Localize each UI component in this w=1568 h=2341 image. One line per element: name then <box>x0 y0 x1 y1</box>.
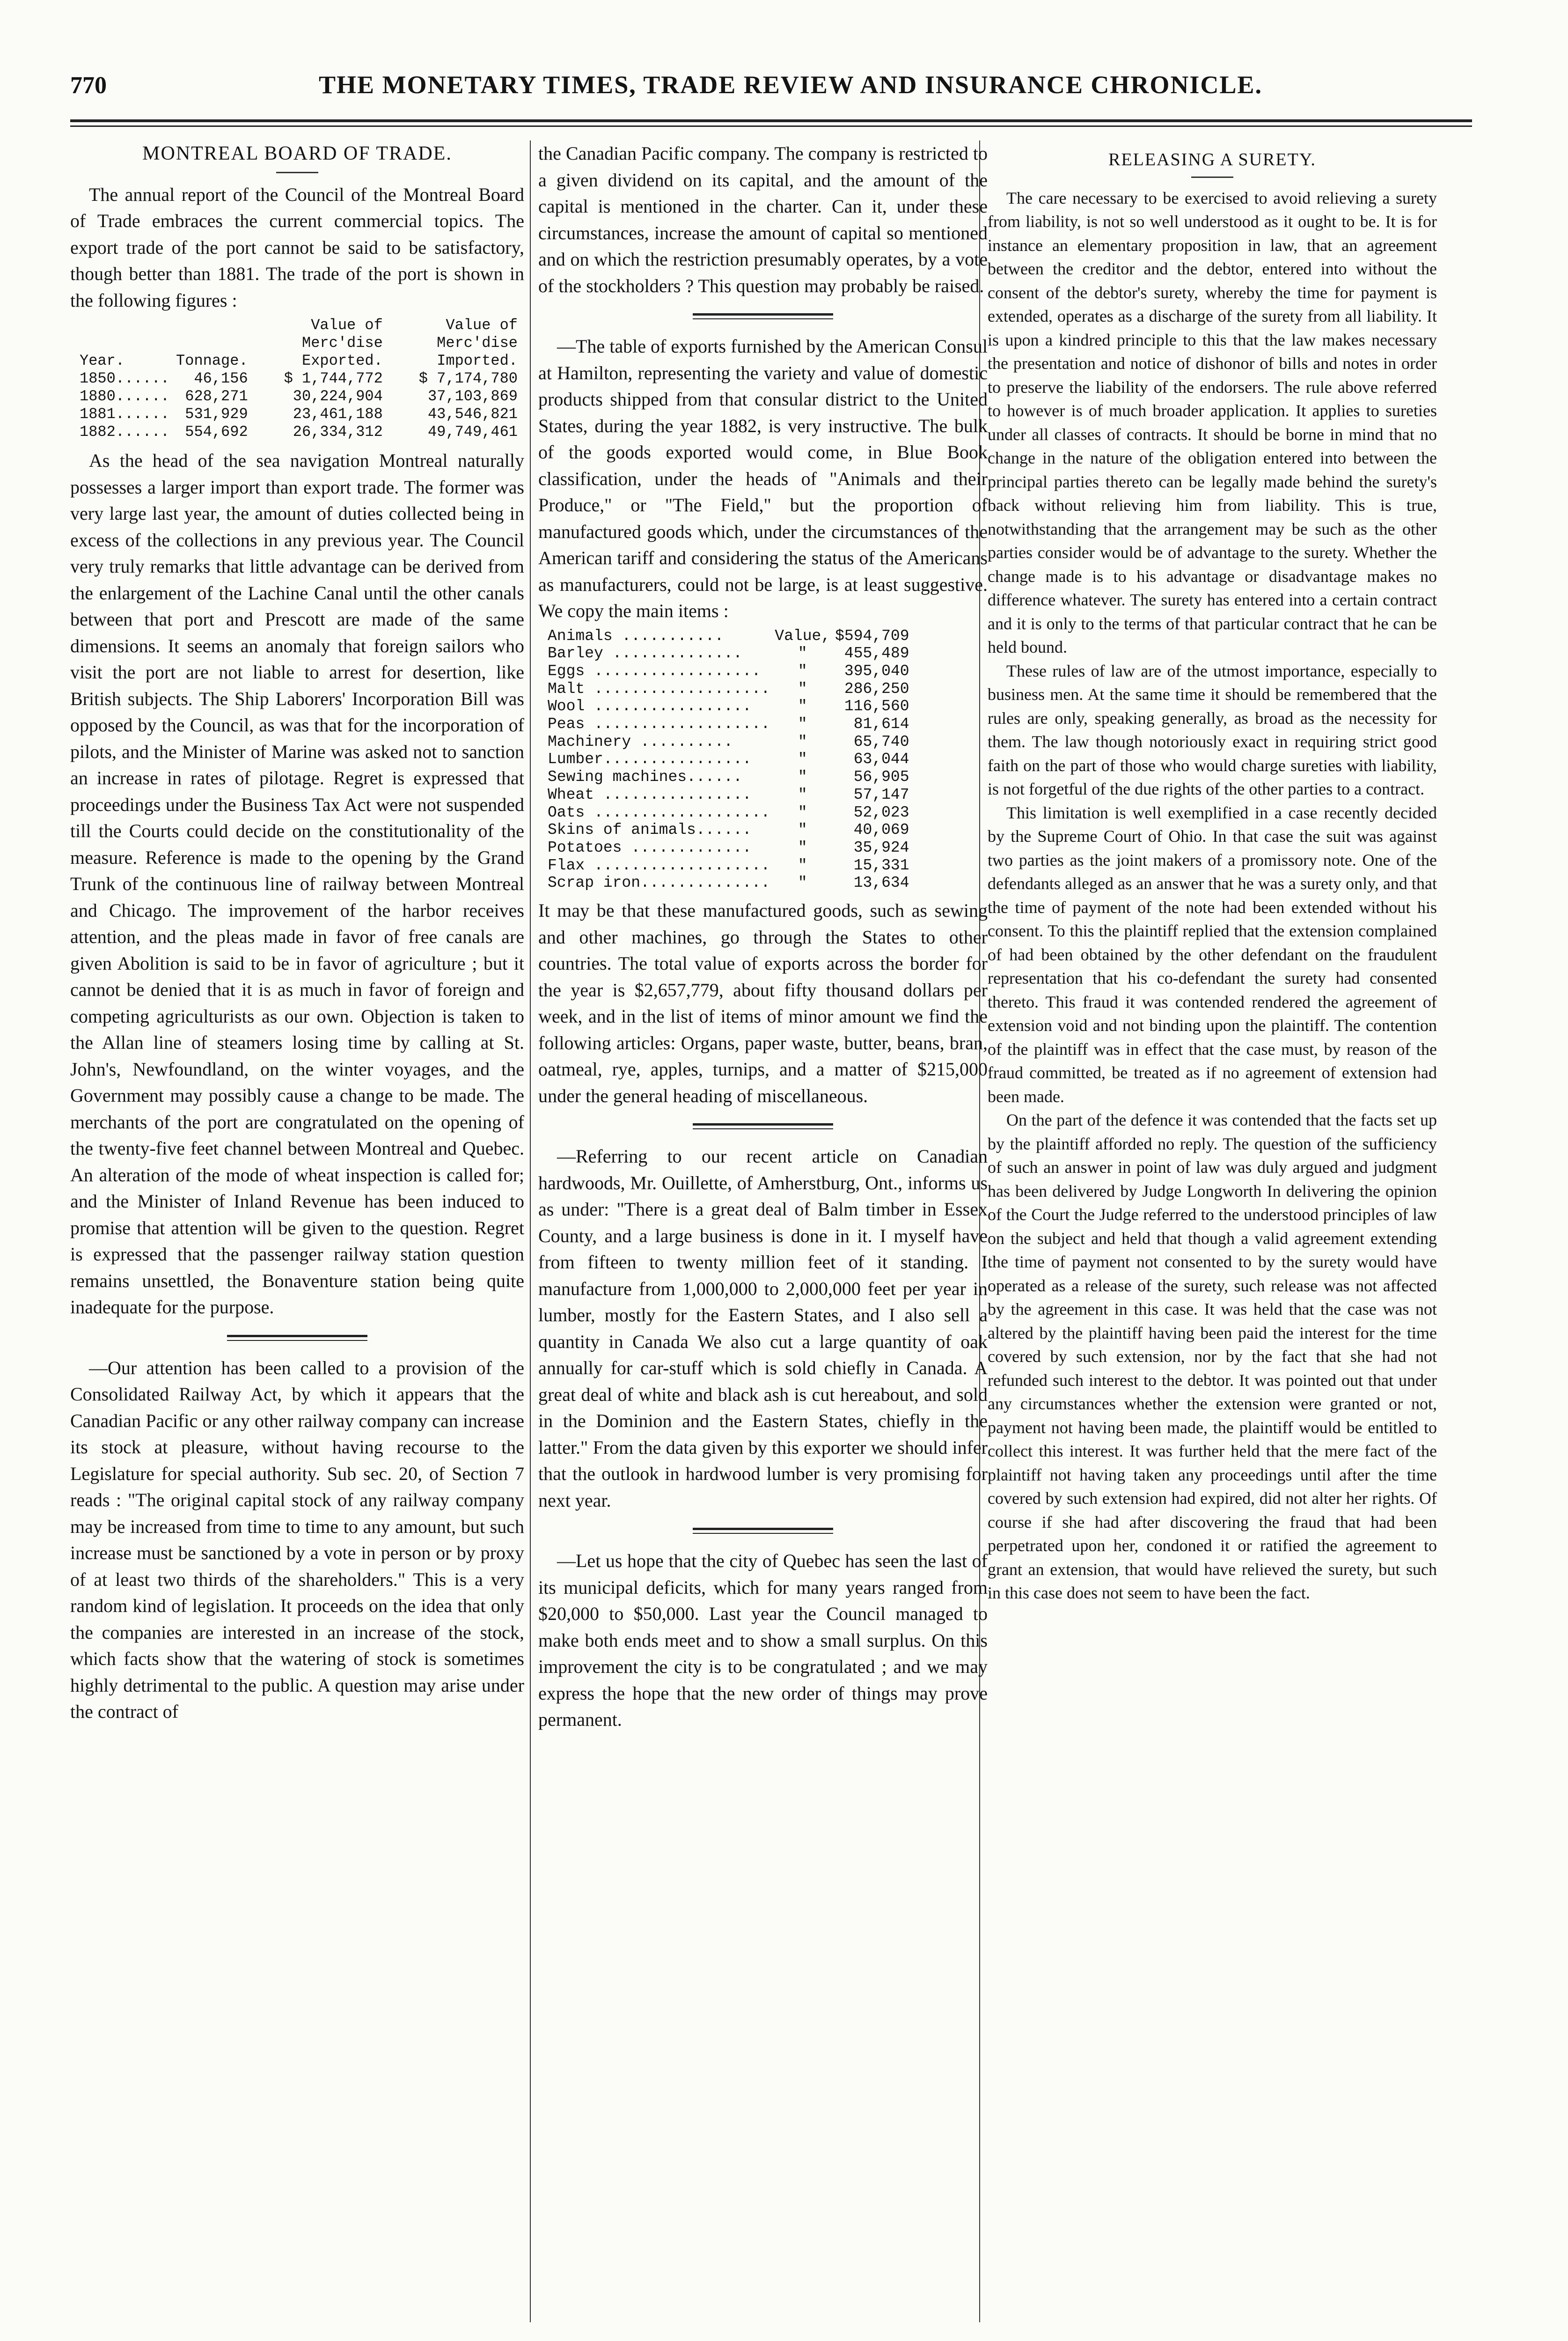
item-value: 116,560 <box>844 698 909 715</box>
item-name: Wool ................. <box>548 698 752 715</box>
item-ditto: " <box>798 821 807 839</box>
item-value: 63,044 <box>853 751 909 768</box>
item-name: Skins of animals...... <box>548 821 752 839</box>
item-value: 56,905 <box>853 768 909 786</box>
table-row <box>80 405 524 423</box>
table-row <box>80 388 524 405</box>
table-cell: 23,461,188 <box>293 405 383 423</box>
table-row <box>548 627 914 645</box>
item-value: 395,040 <box>844 662 909 680</box>
item-value: 81,614 <box>853 715 909 733</box>
exports-paragraph: It may be that these manufactured goods, such as sewing and other machines, go through the States to other countries. The total value of exports across the border for the year is $2,657,779, about fifty thousand dollars per week, and in the list of items of minor amount we find the following articles: Organs, paper waste, butter, beans, bran, oatmeal, rye, apples, turnips, and a matter of $215,000 under the general heading of miscellaneous. <box>538 900 988 1106</box>
masthead: THE MONETARY TIMES, TRADE REVIEW AND INSURANCE CHRONICLE. <box>319 71 1262 99</box>
table-header-row <box>80 317 524 370</box>
item-name: Malt ................... <box>548 680 770 698</box>
table-cell: 1880...... <box>80 388 170 405</box>
surety-paragraph: The care necessary to be exercised to avoid relieving a surety from liability, is not so well understood as it ought to be. It is for instance an elementary proposition in law, that an agreement between the creditor and the debtor, entered into without the consent of the debtor's surety, whereby the time for payment is extended, operates as a discharge of the surety from all liability. It is upon a kindred principle to this that the law makes necessary the presentation and notice of dishonor of bills and notes in order to preserve the liability of the endorsers. The rule above referred to however is of much broader application. It applies to sureties under all classes of contracts. It should be borne in mind that no change in the nature of the obligation entered into between the principal parties thereto can be legally made behind the surety's back without relieving him from liability. This is true, notwithstanding that the arrangement may be such as the other parties consider would be of advantage to the surety. Whether the change made is to his advantage or disadvantage makes no difference whatever. The surety has entered into a certain contract and it is only to the terms of that particular contract that he can be held bound. <box>988 188 1437 656</box>
item-name: Oats ................... <box>548 803 770 821</box>
item-ditto: " <box>798 715 807 733</box>
surety-paragraph: This limitation is well exemplified in a case recently decided by the Supreme Court of Ohio. In that case the suit was against two parties as the joint makers of a promissory note. One of the defendants alleged as an answer that he was a surety only, and that the time of payment of the note had been extended without his consent. To this the plaintiff replied that the extension complained of had been obtained by the other defendant on the fraudulent representation that his co-defendant the surety had consented thereto. This fraud it was contended rendered the agreement of extension void and not binding upon the plaintiff. The contention of the plaintiff was in effect that the case must, by reason of the fraud committed, be treated as if no agreement of extension had been made. <box>988 803 1437 1106</box>
item-name: Sewing machines...... <box>548 768 742 786</box>
item-name: Machinery .......... <box>548 733 733 751</box>
table-cell: 531,929 <box>185 405 248 423</box>
column-2 <box>538 140 988 1733</box>
table-row <box>548 751 914 768</box>
table-row <box>548 663 914 680</box>
table-row <box>548 768 914 786</box>
header-rule-thin <box>70 125 1472 127</box>
section-separator <box>227 1335 367 1341</box>
hardwoods-paragraph: —Referring to our recent article on Canadian hardwoods, Mr. Ouillette, of Amherstburg, Ont., informs us as under: "There is a great deal of Balm timber in Essex County, and a large business is done in it. I myself have from fifteen to twenty million feet of it standing. I manufacture from 1,000,000 to 2,000,000 feet per year in lumber, mostly for the Eastern States, and I also sell a quantity in Canada We also cut a large quantity of oak annually for car-stuff which is sold chiefly in Canada. A great deal of white and black ash is cut hereabout, and sold in the Dominion and the Eastern States, chiefly in the latter." From the data given by this exporter we should infer that the outlook in hardwood lumber is very promising for next year. <box>538 1146 988 1511</box>
column-3 <box>988 140 1437 1605</box>
item-value: 65,740 <box>853 733 909 751</box>
railway-paragraph: —Our attention has been called to a provision of the Consolidated Railway Act, by which it appears that the Canadian Pacific or any other railway company can increase its stock at pleasure, without having recourse to the Legislature for special authority. Sub sec. 20, of Section 7 reads : "The original capital stock of any railway company may be increased from time to time to any amount, but such increase must be sanctioned by a vote in person or by proxy of at least two thirds of the shareholders." This is a very random kind of legislation. It proceeds on the idea that only the companies are interested in an increase of the stock, which facts show that the watering of stock is sometimes highly detrimental to the public. A question may arise under the contract of <box>70 1357 524 1722</box>
table-row <box>80 370 524 388</box>
item-ditto: " <box>798 803 807 821</box>
item-name: Potatoes ............. <box>548 839 752 856</box>
table-row <box>80 423 524 441</box>
table-cell: 49,749,461 <box>427 423 518 441</box>
item-name: Peas ................... <box>548 715 770 733</box>
item-value: 15,331 <box>853 856 909 874</box>
table-row <box>548 645 914 663</box>
item-value: 286,250 <box>844 680 909 698</box>
board-paragraph: As the head of the sea navigation Montreal naturally possesses a larger import than export trade. The former was very large last year, the amount of duties collected being in excess of the collections in any previous year. The Council very truly remarks that little advantage can be derived from the enlargement of the Lachine Canal until the other canals between that port and Prescott are made of the same dimensions. It seems an anomaly that foreign sailors who visit the port are not liable to arrest for desertion, like British subjects. The Ship Laborers' Incorporation Bill was opposed by the Council, as was that for the incorporation of pilots, and the Minister of Marine was asked not to sanction an increase in rates of pilotage. Regret is expressed that proceedings under the Business Tax Act were not suspended till the Courts could decide on the constitutionality of the measure. Reference is made to the opening by the Grand Trunk of the continuous line of railway between Montreal and Chicago. The improvement of the harbor receives attention, and the pleas made in favor of free canals are given Abolition is said to be in favor of agriculture ; but it cannot be denied that it is as much in favor of foreign and competing agriculturists as our own. Objection is taken to the Allan line of steamers losing time by calling at St. John's, Newfoundland, on the winter voyages, and the Government may possibly cause a change to be made. The merchants of the port are congratulated on the opening of the twenty-five feet channel between Montreal and Quebec. An alteration of the mode of wheat inspection is called for; and the Minister of Inland Revenue has been induced to promise that attention will be given to the question. Regret is expressed that the passenger railway station question remains unsettled, the Bonaventure station being quite inadequate for the purpose. <box>70 450 524 1318</box>
table-cell: 628,271 <box>185 388 248 405</box>
item-value: $594,709 <box>835 627 909 645</box>
surety-paragraph: These rules of law are of the utmost importance, especially to business men. At the same time it should be remembered that the rules are only, speaking generally, as broad as the necessity for them. The law though notoriously exact in requiring strict good faith on the part of those who would charge sureties with liability, is not forgetful of the due rights of the other parties to a contract. <box>988 661 1437 798</box>
item-name: Eggs .................. <box>548 662 761 680</box>
item-name: Scrap iron.............. <box>548 874 770 892</box>
table-row <box>548 680 914 698</box>
table-header: Value of Merc'dise Imported. <box>437 317 518 369</box>
item-ditto: " <box>798 856 807 874</box>
table-cell: 43,546,821 <box>427 405 518 423</box>
table-row <box>548 786 914 804</box>
section-separator <box>693 1528 833 1534</box>
item-ditto: " <box>798 839 807 856</box>
item-ditto: " <box>798 751 807 768</box>
table-header: Year. <box>80 352 125 369</box>
item-name: Wheat ................ <box>548 786 752 803</box>
table-row <box>548 874 914 892</box>
item-ditto: " <box>798 768 807 786</box>
table-cell: 37,103,869 <box>427 388 518 405</box>
board-paragraph: The annual report of the Council of the Montreal Board of Trade embraces the current commercial topics. The export trade of the port cannot be said to be satisfactory, though better than 1881. The trade of the port is shown in the following figures : <box>70 184 524 311</box>
item-ditto: " <box>798 645 807 663</box>
table-row <box>548 804 914 822</box>
item-ditto: " <box>798 874 807 892</box>
item-name: Lumber................ <box>548 751 752 768</box>
table-cell: 1881...... <box>80 405 170 423</box>
table-row <box>548 715 914 733</box>
item-name: Barley .............. <box>548 645 742 663</box>
item-name: Flax ................... <box>548 856 770 874</box>
section-separator <box>693 313 833 319</box>
table-cell: 30,224,904 <box>293 388 383 405</box>
surety-title: RELEASING A SURETY. <box>1108 150 1316 169</box>
table-cell: $ 1,744,772 <box>284 370 383 387</box>
table-row <box>548 733 914 751</box>
item-ditto: " <box>798 698 807 715</box>
item-value: 13,634 <box>853 874 909 892</box>
item-ditto: " <box>798 786 807 803</box>
header-rule <box>70 119 1472 122</box>
item-ditto: " <box>798 680 807 698</box>
table-cell: 554,692 <box>185 423 248 441</box>
column-1 <box>70 140 524 1725</box>
item-value: 40,069 <box>853 821 909 839</box>
table-cell: 26,334,312 <box>293 423 383 441</box>
table-row <box>548 821 914 839</box>
table-header: Tonnage. <box>176 352 248 369</box>
table-cell: 1882...... <box>80 423 170 441</box>
item-value: 455,489 <box>844 645 909 663</box>
table-row <box>548 698 914 715</box>
board-title: MONTREAL BOARD OF TRADE. <box>142 143 452 164</box>
title-rule <box>1191 177 1233 178</box>
railway-paragraph-continued: the Canadian Pacific company. The company is restricted to a given dividend on its capital, and the amount of the capital is mentioned in the charter. Can it, under these circumstances, increase the amount of capital so mentioned and on which the restriction presumably operates, by a vote of the stockholders ? This question may probably be raised. <box>538 143 988 296</box>
table-cell: 46,156 <box>194 370 248 387</box>
item-value: 35,924 <box>853 839 909 856</box>
table-cell: 1850...... <box>80 370 170 387</box>
table-row <box>548 839 914 857</box>
page-number: 770 <box>70 72 107 99</box>
table-row <box>548 857 914 875</box>
item-ditto: Value, <box>775 627 831 645</box>
surety-paragraph: On the part of the defence it was contended that the facts set up by the plaintiff afforded no reply. The question of the sufficiency of such an answer in point of law was duly argued and judgment has been delivered by Judge Longworth In delivering the opinion of the Court the Judge referred to the understood principles of law on the subject and held that though a valid agreement extending the time of payment not consented to by the surety would have operated as a release of the surety, such release was not affected by the agreement in this case. It was held that the case was not altered by the plaintiff having been paid the interest for the time covered by such extension, nor by the fact that she had not refunded such interest to the debtor. It was pointed out that under any circumstances whether the extension were granted or not, payment not having been made, the plaintiff would be entitled to collect this interest. It was further held that the mere fact of the plaintiff not having taken any proceedings until after the time covered by such extension had expired, did not alter her rights. Of course if she had after discovering the fraud that had been perpetrated upon her, condoned it or ratified the agreement to grant an extension, that would have relieved the surety, but such in this case does not seem to have been the fact. <box>988 1111 1437 1602</box>
trade-table <box>80 317 524 441</box>
item-value: 52,023 <box>853 803 909 821</box>
exports-paragraph: —The table of exports furnished by the American Consul at Hamilton, representing the variety and value of domestic products shipped from that consular district to the United States, during the year 1882, is very instructive. The bulk of the goods exported would come, in Blue Book classification, under the heads of "Animals and their Produce," or "The Field," but the proportion of manufactured goods which, under the circumstances of the American tariff and considering the status of the Americans as manufacturers, could not be large, is at least suggestive. We copy the main items : <box>538 336 988 621</box>
item-name: Animals ........... <box>548 627 724 645</box>
quebec-paragraph: —Let us hope that the city of Quebec has seen the last of its municipal deficits, which for many years ranged from $20,000 to $50,000. Last year the Council managed to make both ends meet and to show a small surplus. On this improvement the city is to be congratulated ; and we may express the hope that the new order of things may prove permanent. <box>538 1550 988 1730</box>
section-separator <box>693 1123 833 1129</box>
table-cell: $ 7,174,780 <box>418 370 518 387</box>
page-header <box>70 70 1474 112</box>
item-ditto: " <box>798 733 807 751</box>
item-value: 57,147 <box>853 786 909 803</box>
column-divider <box>530 140 531 2322</box>
title-rule <box>276 172 318 173</box>
table-header: Value of Merc'dise Exported. <box>302 317 383 369</box>
exports-table <box>548 627 914 892</box>
item-ditto: " <box>798 662 807 680</box>
